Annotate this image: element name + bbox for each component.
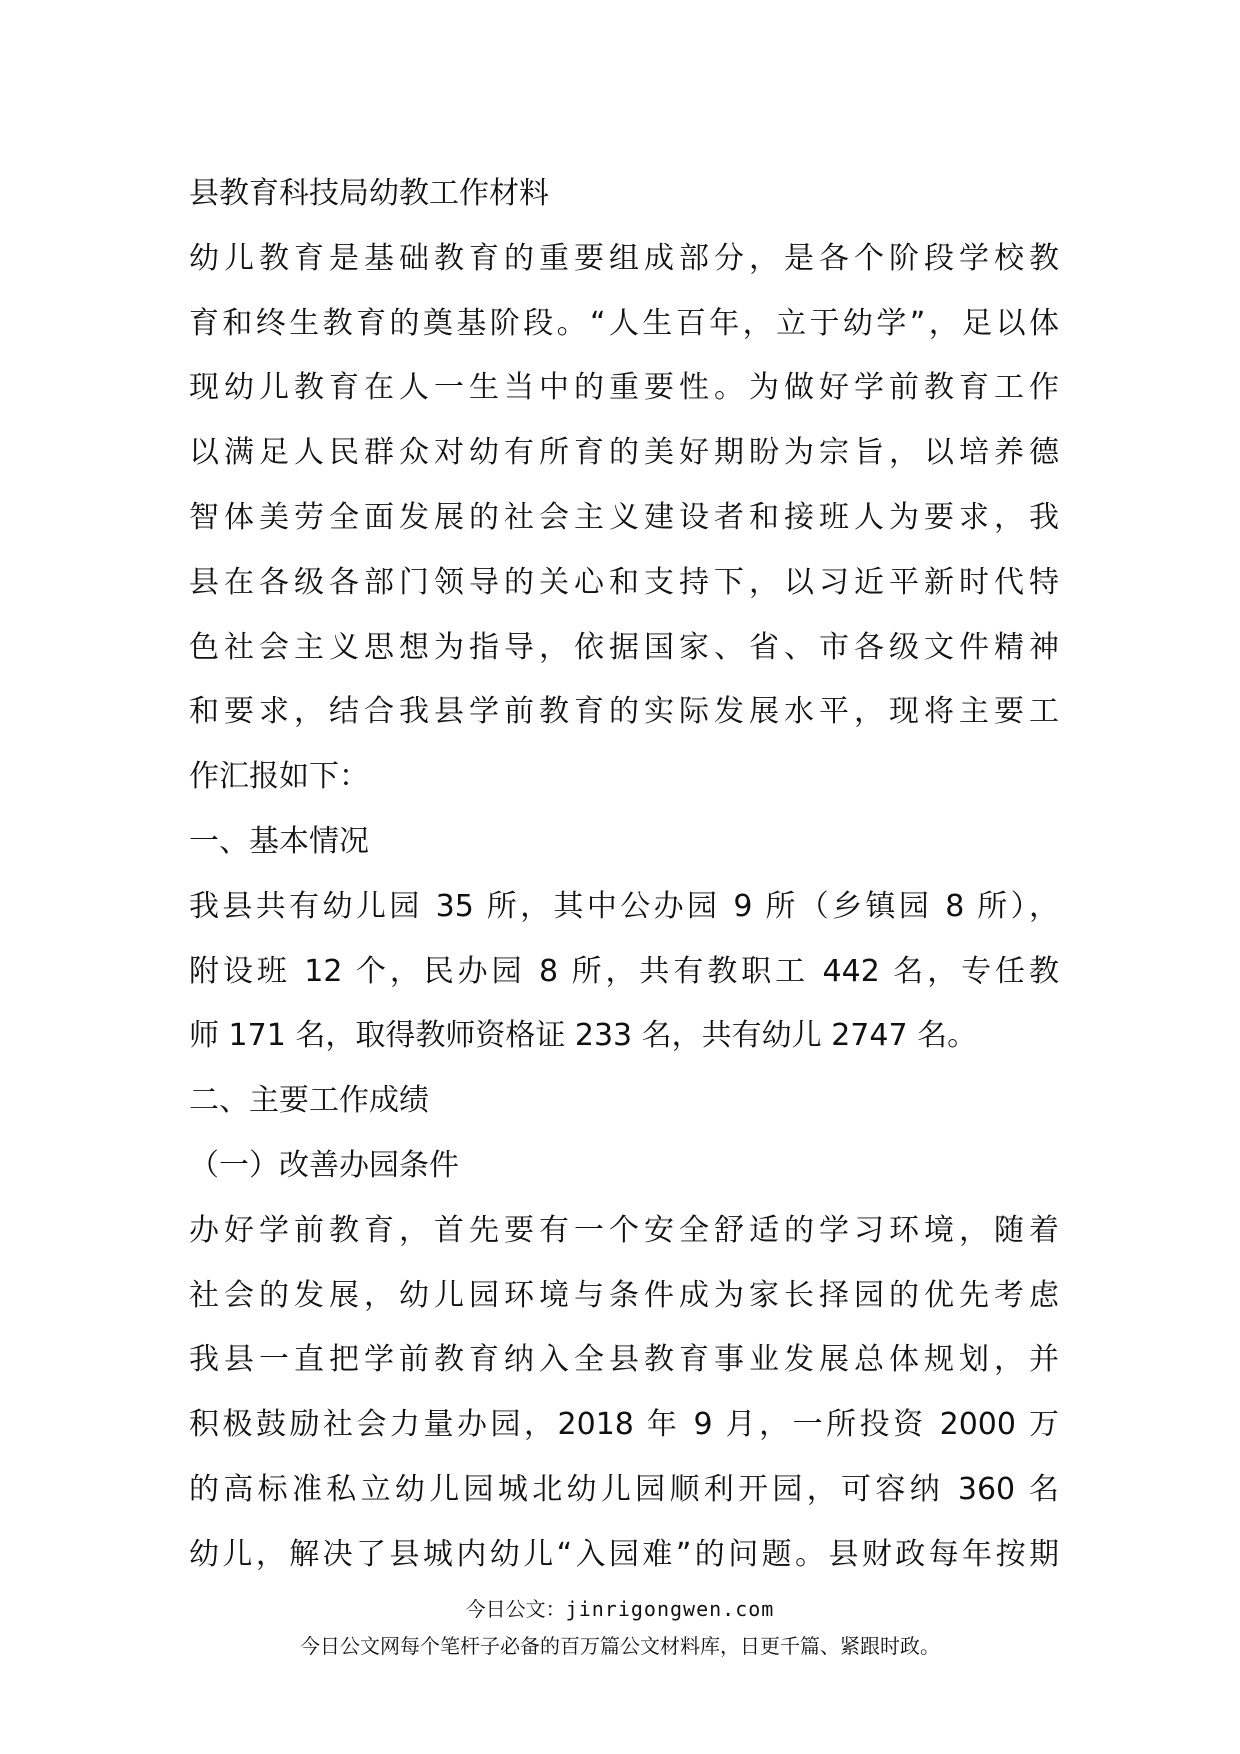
text-line: 和要求，结合我县学前教育的实际发展水平，现将主要工	[189, 694, 1059, 730]
document-body	[189, 162, 1059, 1588]
text-line: （一）改善办园条件	[189, 1147, 459, 1183]
footer-site	[0, 1593, 1240, 1622]
text-line: 的高标准私立幼儿园城北幼儿园顺利开园，可容纳 360 名	[189, 1471, 1059, 1507]
text-line: 县在各级各部门领导的关心和支持下，以习近平新时代特	[189, 564, 1059, 600]
footer-site-url[interactable]: jinrigongwen.com	[565, 1597, 775, 1621]
text-line: 师 171 名，取得教师资格证 233 名，共有幼儿 2747 名。	[189, 1018, 978, 1054]
text-line: 幼儿，解决了县城内幼儿“入园难”的问题。县财政每年按期	[189, 1536, 1059, 1572]
footer-site-label: 今日公文：	[465, 1597, 566, 1621]
text-line: 幼儿教育是基础教育的重要组成部分，是各个阶段学校教	[189, 240, 1059, 276]
text-line: 我县共有幼儿园 35 所，其中公办园 9 所（乡镇园 8 所），	[189, 888, 1059, 924]
text-line: 色社会主义思想为指导，依据国家、省、市各级文件精神	[189, 629, 1059, 665]
text-line: 我县一直把学前教育纳入全县教育事业发展总体规划，并	[189, 1342, 1059, 1378]
document-title: 县教育科技局幼教工作材料	[189, 176, 549, 211]
text-line: 附设班 12 个，民办园 8 所，共有教职工 442 名，专任教	[189, 953, 1059, 989]
text-line: 现幼儿教育在人一生当中的重要性。为做好学前教育工作	[189, 370, 1059, 406]
text-line: 以满足人民群众对幼有所育的美好期盼为宗旨，以培养德	[189, 435, 1059, 471]
text-line: 二、主要工作成绩	[189, 1083, 429, 1119]
text-line: 作汇报如下：	[189, 759, 369, 795]
document-paragraphs	[189, 227, 1059, 1588]
text-line: 育和终生教育的奠基阶段。“人生百年，立于幼学”，足以体	[189, 305, 1059, 341]
text-line: 社会的发展，幼儿园环境与条件成为家长择园的优先考虑	[189, 1277, 1059, 1313]
footer-slogan: 今日公文网每个笔杆子必备的百万篇公文材料库，日更千篇、紧跟时政。	[300, 1634, 940, 1658]
text-line: 办好学前教育，首先要有一个安全舒适的学习环境，随着	[189, 1212, 1059, 1248]
text-line: 一、基本情况	[189, 823, 369, 859]
text-line: 智体美劳全面发展的社会主义建设者和接班人为要求，我	[189, 499, 1059, 535]
text-line: 积极鼓励社会力量办园，2018 年 9 月，一所投资 2000 万	[189, 1407, 1059, 1443]
